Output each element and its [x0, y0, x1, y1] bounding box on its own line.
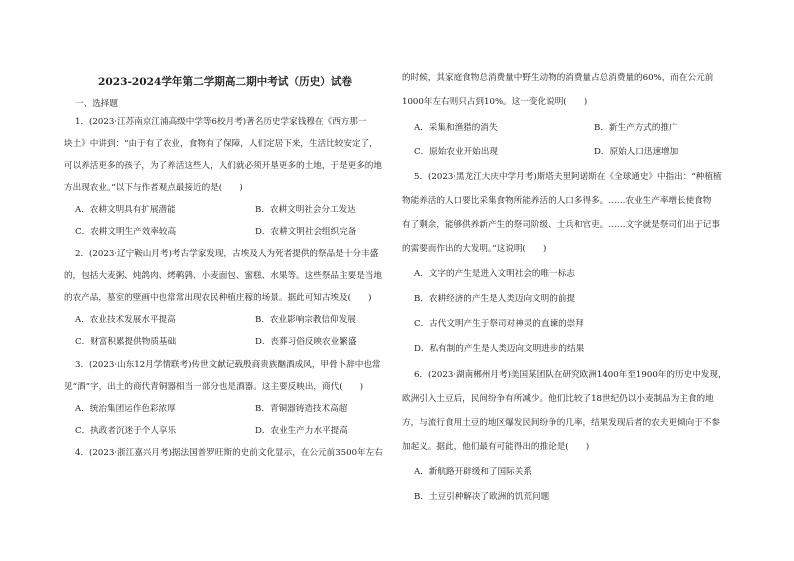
q3-option-c: C．执政者沉迷于个人享乐	[75, 426, 177, 436]
q1-line-2: 块土》中讲到：“由于有了农业，食物有了保障，人们定居下来，生活比较安定了，	[64, 139, 378, 149]
q4-option-c: C．原始农业开始出现	[414, 147, 498, 157]
q3-option-b: B．青铜器铸造技术高超	[255, 404, 348, 414]
q5-option-a: A．文字的产生是进入文明社会的唯一标志	[414, 269, 575, 279]
q2-option-c: C．财富积累提供物质基础	[75, 337, 177, 347]
q4-option-a: A．采集和渔猎的消失	[414, 123, 498, 133]
q2-line-1: 2．(2023·辽宁鞍山月考)考古学家发现，古埃及人为死者提供的祭品是十分丰盛	[75, 249, 379, 259]
q6-option-b: B．土豆引种解决了欧洲的饥荒问题	[414, 492, 550, 502]
q3-option-d: D．农业生产力水平提高	[255, 426, 348, 436]
q4-option-b: B．新生产方式的推广	[594, 123, 678, 133]
q5-line-2: 物能养活的人口要比采集食物所能养活的人口多得多。……农业生产率增长使食物	[402, 196, 712, 206]
q5-option-c: C．古代文明产生于祭司对神灵的直谏的崇拜	[414, 319, 584, 329]
q1-option-a: A．农耕文明具有扩展潜能	[75, 205, 176, 215]
q2-option-a: A．农业技术发展水平提高	[75, 315, 176, 325]
q5-line-1: 5．(2023·黑龙江大庆中学月考)斯塔夫里阿诺斯在《全球通史》中指出：“种植植	[414, 172, 722, 182]
exam-title: 2023-2024学年第二学期高二期中考试（历史）试卷	[97, 76, 353, 88]
q3-option-a: A．统治集团运作色彩浓厚	[75, 404, 176, 414]
q5-line-3: 有了剩余，能够供养新产生的祭司阶级、士兵和官吏。……文字就是祭司们出于记事	[402, 220, 720, 230]
q4-line-1: 4．(2023·浙江嘉兴月考)据法国普罗旺斯的史前文化显示，在公元前3500年左右	[75, 448, 383, 458]
q6-line-3: 方，与流行食用土豆的地区爆发民间纷争的几率，结果发现后者的农夫更倾向于不参	[402, 418, 720, 428]
q2-line-2: 的，包括大麦粥、炖鸽肉、烤鹌鹑、小麦面包、蜜糕、水果等。这些祭品主要是当地	[64, 271, 382, 281]
section-heading: 一、选择题	[75, 99, 118, 109]
q2-line-3: 的农产品，墓室的壁画中也常常出现农民种植庄稼的场景。据此可知古埃及( )	[64, 293, 372, 303]
q6-option-a: A．新航路开辟缓和了国际关系	[414, 467, 532, 477]
q6-line-4: 加起义。据此，他们最有可能得出的推论是( )	[402, 442, 590, 452]
q5-line-4: 的需要而作出的大发明。”这说明( )	[402, 244, 547, 254]
q3-line-2: 见“酒”字，出土的商代青铜器相当一部分也是酒器。这主要反映出，商代( )	[64, 382, 364, 392]
q1-line-4: 方出现农业。”以下与作者观点最接近的是( )	[64, 183, 243, 193]
q5-option-b: B．农耕经济的产生是人类迈向文明的前提	[414, 294, 576, 304]
q1-line-1: 1．(2023·江苏南京江浦高级中学等6校月考)著名历史学家钱穆在《西方那一	[75, 117, 367, 127]
q6-line-1: 6．(2023·湖南郴州月考)美国某团队在研究欧洲1400年至1900年的历史中发现，	[414, 370, 727, 380]
q1-option-b: B．农耕文明社会分工发达	[255, 205, 356, 215]
q5-option-d: D．私有制的产生是人类迈向文明进步的结果	[414, 344, 585, 354]
q4-line-2: 的时候，其家庭食物总消费量中野生动物的消费量占总消费量的60%，而在公元前	[402, 73, 714, 83]
q2-option-d: D．丧葬习俗反映农业繁盛	[255, 337, 357, 347]
q1-option-d: D．农耕文明社会组织完备	[255, 227, 357, 237]
q1-line-3: 可以养活更多的孩子，为了养活这些人，人们就必须开垦更多的土地，于是更多的地	[64, 161, 382, 171]
q4-line-3: 1000年左右则只占到10%。这一变化说明( )	[402, 97, 588, 107]
q2-option-b: B．农业影响宗教信仰发展	[255, 315, 356, 325]
q1-option-c: C．农耕文明生产效率较高	[75, 227, 177, 237]
q6-line-2: 欧洲引入土豆后，民间纷争有所减少。他们比较了18世纪仍以小麦制品为主食的地	[402, 394, 714, 404]
q3-line-1: 3．(2023·山东12月学情联考)传世文献记载殷商贵族酗酒成风，甲骨卜辞中也常	[75, 360, 381, 370]
q4-option-d: D．原始人口迅速增加	[594, 147, 679, 157]
